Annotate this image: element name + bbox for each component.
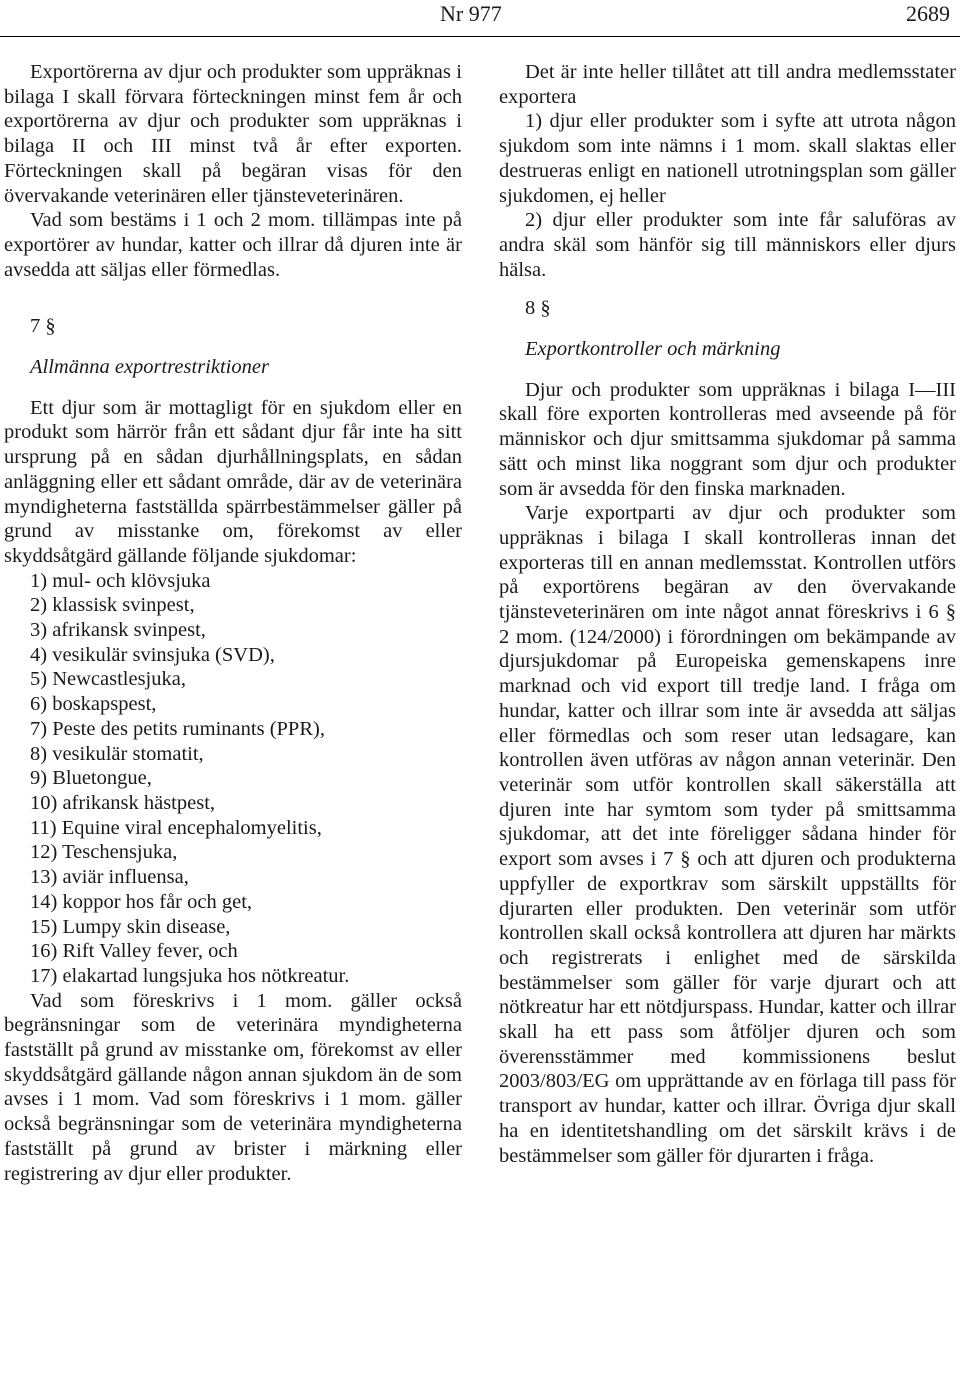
header-divider [0,36,960,37]
list-item-eradication: 1) djur eller produkter som i syfte att utrota någon sjukdom som inte nämns i 1 mom. skall slaktas eller destrueras enligt en nationell utrotningsplan som gäller sjukdomen, ej heller [499,110,956,207]
list-item: 6) boskapspest, [30,693,157,716]
list-item: 5) Newcastlesjuka, [30,668,186,691]
paragraph-exporters-records: Exportörerna av djur och produkter som uppräknas i bilaga I skall förvara förteckningen minst fem år och exportörerna av djur och produkter som uppräknas i bilaga II och III minst två år efter exporten. Förteckningen skall på begäran visas för den övervakande veterinären eller tjänsteveterinären. [4,61,462,207]
list-item: 11) Equine viral encephalomyelitis, [30,816,322,839]
paragraph-export-prohibition: Det är inte heller tillåtet att till andra medlemsstater exportera [499,61,956,108]
list-item: 3) afrikansk svinpest, [30,619,206,642]
document-number: Nr 977 [440,1,502,26]
list-item: 9) Bluetongue, [30,767,152,790]
section-7-number: 7 § [30,315,56,338]
page-number: 2689 [906,1,950,26]
list-item: 7) Peste des petits ruminants (PPR), [30,717,325,740]
list-item: 14) koppor hos får och get, [30,890,253,913]
paragraph-pre-export-control: Djur och produkter som uppräknas i bilaga I—III skall före exporten kontrolleras med avseende på för människor och djur smittsamma sjukdomar på samma sätt och minst lika noggrant som djur och produkter som är avsedda för den finska marknaden. [499,378,956,500]
list-item: 10) afrikansk hästpest, [30,791,216,814]
section-8-title: Exportkontroller och märkning [525,338,781,361]
list-item: 13) aviär influensa, [30,866,189,889]
section-8-number: 8 § [525,297,551,320]
list-item: 15) Lumpy skin disease, [30,915,231,938]
paragraph-consignment-control: Varje exportparti av djur och produkter som uppräknas i bilaga I skall kontrolleras innan det exporteras till en annan medlemsstat. Kontrollen utförs på exportörens begäran av den övervakande tjänsteveterinären om inte något annat föreskrivs i 6 § 2 mom. (124/2000) i förordningen om bekämpande av djursjukdomar på Europeiska gemenskapens inre marknad och vid export till tredje land. I fråga om hundar, katter och illrar som inte är avsedda att säljas eller förmedlas och som reser utan ledsagare, kan kontrollen även utföras av någon annan veterinär. Den veterinär som utför kontrollen skall säkerställa att djuren inte har symtom som tyder på smittsamma sjukdomar, att det inte föreligger sådana hinder för export som avses i 7 § och att djuren och produkterna uppfyller de exportkrav som särskilt uppställts för djurarten eller produkten. Den veterinär som utför kontrollen skall också kontrollera att djuren har märkts och registrerats i enlighet med de särskilda bestämmelser som gäller för varje djurart och att nötkreatur har ett nötdjurspass. Hundar, katter och illrar skall ha ett pass som åtföljer djuren och som överensstämmer med kommissionens beslut 2003/803/EG om upprättande av en förlaga till pass för transport av hundar, katter och illrar. Övriga djur skall ha en identitetshandling om det särskilt krävs i de bestämmelser som gäller för djurarten i fråga. [499,502,956,1167]
list-item: 12) Teschensjuka, [30,841,178,864]
paragraph-other-restrictions: Vad som föreskrivs i 1 mom. gäller också begränsningar som de veterinära myndigheterna fastställt på grund av misstanke om, förekomst av eller skyddsåtgärd gällande någon annan sjukdom än de som avses i 1 mom. Vad som föreskrivs i 1 mom. gäller också begränsningar som de veterinära myndigheterna fastställt på grund av brister i märkning eller registrering av djur eller produkter. [4,989,462,1185]
right-column [499,60,956,1168]
section-7-title: Allmänna exportrestriktioner [30,356,269,379]
paragraph-export-restrictions: Ett djur som är mottagligt för en sjukdom eller en produkt som härrör från ett sådant djur får inte ha sitt ursprung på en sådan djurhållningsplats, en sådan anläggning eller ett sådant område, där av de veterinära myndigheterna fastställda spärrbestämmelser gäller på grund av misstanke om, förekomst av eller skyddsåtgärd gällande följande sjukdomar: [4,396,462,567]
list-item: 4) vesikulär svinsjuka (SVD), [30,643,275,666]
list-item-health-reasons: 2) djur eller produkter som inte får saluföras av andra skäl som hänför sig till människors eller djurs hälsa. [499,209,956,281]
list-item: 8) vesikulär stomatit, [30,742,204,765]
list-item: 17) elakartad lungsjuka hos nötkreatur. [30,964,350,987]
list-item: 16) Rift Valley fever, och [30,940,238,963]
list-item: 1) mul- och klövsjuka [30,569,211,592]
paragraph-exemption: Vad som bestäms i 1 och 2 mom. tillämpas inte på exportörer av hundar, katter och illrar då djuren inte är avsedda att säljas eller förmedlas. [4,209,462,281]
list-item: 2) klassisk svinpest, [30,594,195,617]
left-column [4,60,462,1186]
disease-list [4,569,462,989]
